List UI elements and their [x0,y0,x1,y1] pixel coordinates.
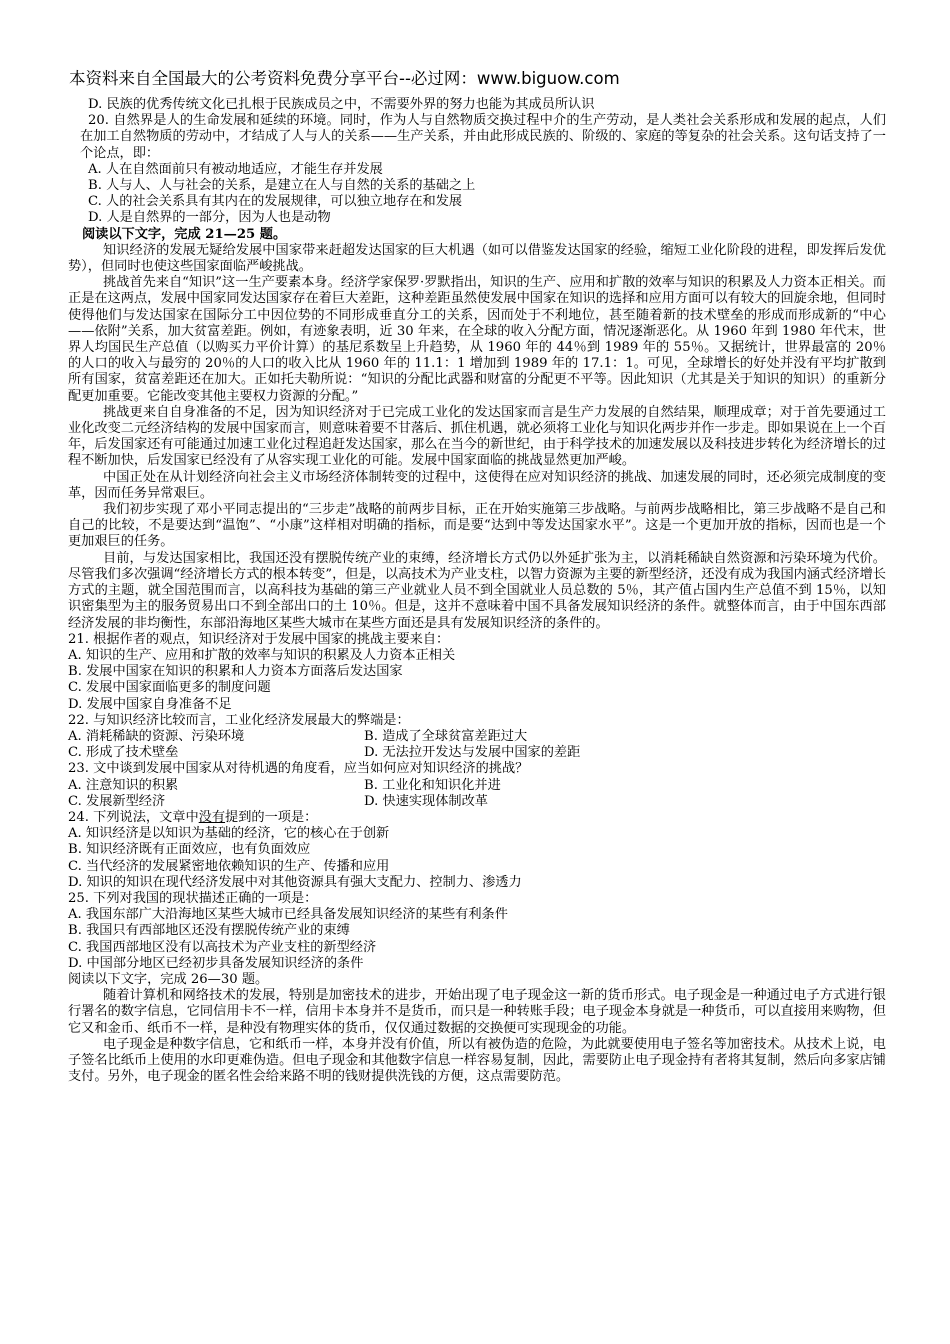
question-21 [68,632,886,713]
q25-option-c: C. 我国西部地区没有以高技术为产业支柱的新型经济 [68,939,377,955]
q24-stem-before: 24. 下列说法，文章中 [68,809,199,825]
q20-option-b: B. 人与人、人与社会的关系，是建立在人与自然的关系的基础之上 [88,178,476,194]
passage-2 [68,972,886,1085]
q22-option-d: D. 无法拉开发达与发展中国家的差距 [364,745,581,761]
q25-option-a: A. 我国东部广大沿海地区某些大城市已经具备发展知识经济的某些有利条件 [68,907,508,923]
passage1-paragraph: 挑战更来自自身准备的不足，因为知识经济对于已完成工业化的发达国家而言是生产力发展的自然结果，顺理成章；对于首先要通过工业化改变二元经济结构的发展中国家而言，则意味着要不甘落后、抓住机遇，就必须将工业化与知识化两步并作一步走。即如果说在上一个百年，后发国家还有可能通过加速工业化过程追赶发达国家，那么在当今的新世纪，由于科学技术的加速发展以及科技进步转化为经济增长的过程不断加快，后发国家已经没有了从容实现工业化的可能。发展中国家面临的挑战显然更加严峻。 [68,404,886,469]
q23-options-row [68,794,886,810]
passage2-heading: 阅读以下文字，完成 26—30 题。 [68,971,269,987]
q20-option-a: A. 人在自然面前只有被动地适应，才能生存并发展 [88,161,383,177]
q22-option-b: B. 造成了全球贫富差距过大 [364,728,528,744]
q23-option-d: D. 快速实现体制改革 [364,793,488,809]
q24-stem-underline: 没有 [198,809,226,825]
q22-stem: 22. 与知识经济比较而言，工业化经济发展最大的弊端是： [68,712,410,728]
q22-options-row [68,729,886,745]
q23-options-row [68,778,886,794]
q21-option-a: A. 知识的生产、应用和扩散的效率与知识的积累及人力资本正相关 [68,647,456,663]
q24-option-a: A. 知识经济是以知识为基础的经济，它的核心在于创新 [68,826,390,842]
q24-stem [68,810,886,826]
q24-option-d: D. 知识的知识在现代经济发展中对其他资源具有强大支配力、控制力、渗透力 [68,874,522,890]
q24-option-c: C. 当代经济的发展紧密地依赖知识的生产、传播和应用 [68,858,390,874]
q22-options-row [68,745,886,761]
q23-option-c: C. 发展新型经济 [68,793,166,809]
passage1-paragraph: 目前，与发达国家相比，我国还没有摆脱传统产业的束缚，经济增长方式仍以外延扩张为主，以消耗稀缺自然资源和污染环境为代价。尽管我们多次强调“经济增长方式的根本转变”，但是，以高技术为产业支柱，以智力资源为主要的新型经济，还没有成为我国内涵式经济增长方式的主题，就全国范围而言，以高科技为基础的第三产业就业人员不到全国就业人员总数的 5％，其产值占国内生产总值不到 15％，以知识密集型为主的服务贸易出口不到全部出口的土 10％。但是，这并不意味着中国不具备发展知识经济的条件。就整体而言，由于中国东西部经济发展的非均衡性，东部沿海地区某些大城市在某些方面还是具有发展知识经济的条件的。 [68,550,886,631]
passage2-paragraph: 随着计算机和网络技术的发展，特别是加密技术的进步，开始出现了电子现金这一新的货币形式。电子现金是一种通过电子方式进行银行署名的数字信息，它同信用卡不一样，信用卡本身并不是货币，而只是一种转账手段；电子现金本身就是一种货币，可以直接用来购物，但它又和金币、纸币不一样，是种没有物理实体的货币，仅仅通过数据的交换便可实现现金的功能。 [68,988,886,1036]
q23-stem: 23. 文中谈到发展中国家从对待机遇的角度看，应当如何应对知识经济的挑战？ [68,761,529,777]
passage1-paragraph: 中国正处在从计划经济向社会主义市场经济体制转变的过程中，这使得在应对知识经济的挑战、加速发展的同时，还必须完成制度的变革，因而任务异常艰巨。 [68,469,886,501]
q20-stem: 20. 自然界是人的生命发展和延续的环境。同时，作为人与自然物质交换过程中介的生产劳动，是人类社会关系形成和发展的起点，人们在加工自然物质的劳动中，才结成了人与人的关系——生产关系，并由此形成民族的、阶级的、家庭的等复杂的社会关系。这句话支持了一个论点，即： [80,113,886,161]
passage1-paragraph: 知识经济的发展无疑给发展中国家带来赶超发达国家的巨大机遇（如可以借鉴发达国家的经验，缩短工业化阶段的进程，即发挥后发优势），但同时也使这些国家面临严峻挑战。 [68,242,886,275]
q23-option-b: B. 工业化和知识化并进 [364,777,501,793]
q20-option-c: C. 人的社会关系具有其内在的发展规律，可以独立地存在和发展 [88,194,463,210]
page-header: 本资料来自全国最大的公考资料免费分享平台--必过网：www.biguow.com [69,69,620,88]
passage1-paragraph: 我们初步实现了邓小平同志提出的“三步走”战略的前两步目标，正在开始实施第三步战略。与前两步战略相比，第三步战略不是自己和自己的比较，不是要达到“温饱”、“小康”这样相对明确的指标，而是要“达到中等发达国家水平”。这是一个更加开放的指标，因而也是一个更加艰巨的任务。 [68,502,886,550]
q22-option-a: A. 消耗稀缺的资源、污染环境 [68,728,245,744]
q21-option-b: B. 发展中国家在知识的积累和人力资本方面落后发达国家 [68,664,403,680]
q23-option-a: A. 注意知识的积累 [68,777,179,793]
document-body [68,97,886,1085]
question-25 [68,891,886,972]
q19-option-d: D. 民族的优秀传统文化已扎根于民族成员之中，不需要外界的努力也能为其成员所认识 [88,97,595,112]
passage1-heading: 阅读以下文字，完成 21—25 题。 [82,226,287,242]
passage-1 [68,227,886,632]
q25-stem: 25. 下列对我国的现状描述正确的一项是： [68,890,318,906]
q24-option-b: B. 知识经济既有正面效应，也有负面效应 [68,842,311,858]
q25-option-d: D. 中国部分地区已经初步具备发展知识经济的条件 [68,955,364,971]
question-24 [68,810,886,891]
q20-option-d: D. 人是自然界的一部分，因为人也是动物 [88,210,331,226]
question-20 [68,113,886,226]
q24-stem-after: 提到的一项是： [225,809,318,825]
passage1-paragraph: 挑战首先来自“知识”这一生产要素本身。经济学家保罗·罗默指出，知识的生产、应用和扩散的效率与知识的积累及人力资本正相关。而正是在这两点，发展中国家同发达国家存在着巨大差距，这种差距虽然使发展中国家在知识的选择和应用方面可以有较大的回旋余地，但同时使得他们与发达国家在国际分工中因位势的不同形成垂直分工的关系，因而处于不利地位，甚至随着新的技术壁垒的形成而形成新的“中心——依附”关系，加大贫富差距。例如，有迹象表明，近 30 年来，在全球的收入分配方面，情况逐渐恶化。从 1960 年到 1980 年代末，世界人均国民生产总值（以购买力平价计算）的基尼系数呈上升趋势，从 1960 年的 44％到 1989 年的 55％。又据统计，世界最富的 20％的人口的收入与最穷的 20％的人口的收入比从 1960 年的 11.1：1 增加到 1989 年的 17.1：1。可见，全球增长的好处并没有平均扩散到所有国家，贫富差距还在加大。正如托夫勒所说：“知识的分配比武器和财富的分配更不平等。因此知识（尤其是关于知识的知识）的重新分配更加重要。它能改变其他主要权力资源的分配。” [68,275,886,404]
q25-option-b: B. 我国只有西部地区还没有摆脱传统产业的束缚 [68,923,350,939]
q21-option-d: D. 发展中国家自身准备不足 [68,696,232,712]
q22-option-c: C. 形成了技术壁垒 [68,745,179,761]
q21-stem: 21. 根据作者的观点，知识经济对于发展中国家的挑战主要来自： [68,631,450,647]
question-23 [68,761,886,810]
question-22 [68,713,886,762]
q21-option-c: C. 发展中国家面临更多的制度问题 [68,680,271,696]
passage2-paragraph: 电子现金是种数字信息，它和纸币一样，本身并没有价值，所以有被伪造的危险，为此就要使用电子签名等加密技术。从技术上说，电子签名比纸币上使用的水印更难伪造。但电子现金和其他数字信息一样容易复制，因此，需要防止电子现金持有者将其复制，然后向多家店铺支付。另外，电子现金的匿名性会给来路不明的钱财提供洗钱的方便，这点需要防范。 [68,1036,886,1085]
